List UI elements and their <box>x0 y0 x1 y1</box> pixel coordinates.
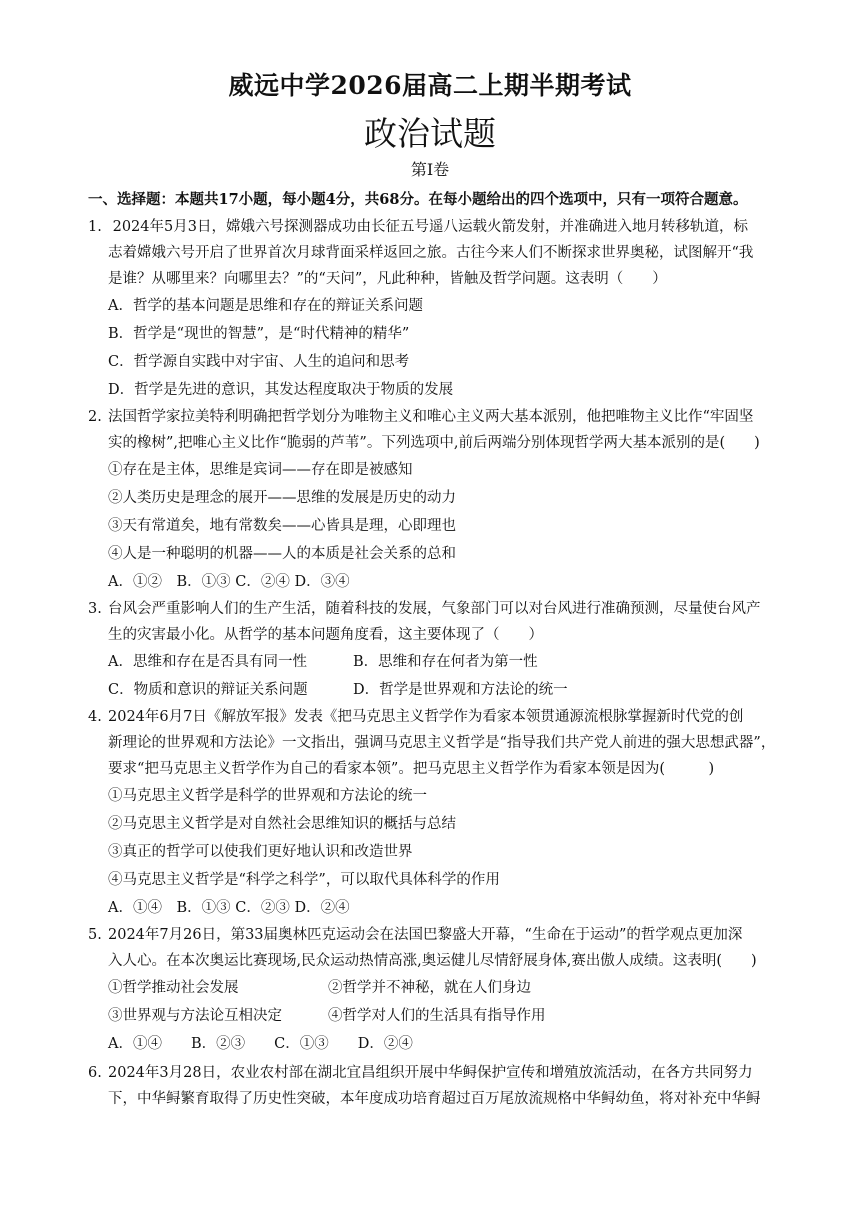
option-d: D．哲学是先进的意识，其发达程度取决于物质的发展 <box>108 382 454 398</box>
statement-2: ②人类历史是理念的展开——思维的发展是历史的动力 <box>108 490 456 506</box>
question-line <box>88 404 788 430</box>
question-2 <box>88 404 788 596</box>
volume-label: 第Ⅰ卷 <box>410 160 450 179</box>
option-d: D．哲学是世界观和方法论的统一 <box>353 682 568 698</box>
question-text: 志着嫦娥六号开启了世界首次月球背面采样返回之旅。古往今来人们不断探求世界奥秘，试图解开“我 <box>108 245 754 261</box>
question-text: 台风会严重影响人们的生产生活，随着科技的发展，气象部门可以对台风进行准确预测，尽量使台风产 <box>108 601 761 617</box>
question-text: 法国哲学家拉美特利明确把哲学划分为唯物主义和唯心主义两大基本派别，他把唯物主义比作“牢固坚 <box>108 409 754 425</box>
question-4 <box>88 704 788 922</box>
question-text: 2024年7月26日，第33届奥林匹克运动会在法国巴黎盛大开幕，“生命在于运动”的哲学观点更加深 <box>108 927 743 943</box>
option-c: C．哲学源自实践中对宇宙、人生的追问和思考 <box>108 354 410 370</box>
statement-1: ①哲学推动社会发展 <box>108 980 239 996</box>
question-text: 2024年5月3日，嫦娥六号探测器成功由长征五号遥八运载火箭发射，并准确进入地月转移轨道，标 <box>108 219 748 235</box>
answer-choices: A．①④ B．②③ C．①③ D．②④ <box>108 1036 413 1052</box>
question-1 <box>88 214 788 404</box>
statement-1: ①马克思主义哲学是科学的世界观和方法论的统一 <box>108 788 427 804</box>
question-line <box>88 596 788 622</box>
subject-title: 政治试题 <box>364 114 496 153</box>
statement-4: ④哲学对人们的生活具有指导作用 <box>328 1008 546 1024</box>
option-c: C．物质和意识的辩证关系问题 <box>108 682 308 698</box>
question-text: 入人心。在本次奥运比赛现场,民众运动热情高涨,奥运健儿尽情舒展身体,赛出傲人成绩。这表明( ) <box>108 953 757 969</box>
question-text: 是谁？从哪里来？向哪里去？”的“天问”，凡此种种，皆触及哲学问题。这表明（ ） <box>108 271 667 287</box>
option-b: B．思维和存在何者为第一性 <box>353 654 538 670</box>
questions-list <box>88 214 788 1112</box>
question-6 <box>88 1060 788 1112</box>
answer-choices: A．①④ B．①③ C．②③ D．②④ <box>108 900 350 916</box>
question-number: 4. <box>88 709 102 725</box>
statement-4: ④马克思主义哲学是“科学之科学”，可以取代具体科学的作用 <box>108 872 500 888</box>
option-b: B．哲学是“现世的智慧”，是“时代精神的精华” <box>108 326 410 342</box>
option-row <box>88 676 788 704</box>
option-a: A．思维和存在是否具有同一性 <box>108 654 307 670</box>
question-text: 下，中华鲟繁育取得了历史性突破，本年度成功培育超过百万尾放流规格中华鲟幼鱼，将对补充中华鲟 <box>108 1091 761 1107</box>
statement-3: ③天有常道矣，地有常数矣——心皆具是理，心即理也 <box>108 518 456 534</box>
answer-choices: A．①② B．①③ C．②④ D．③④ <box>108 574 350 590</box>
question-line <box>88 1060 788 1086</box>
question-text: 生的灾害最小化。从哲学的基本问题角度看，这主要体现了（ ） <box>108 627 543 643</box>
statement-row <box>88 1002 788 1030</box>
question-text: 2024年3月28日，农业农村部在湖北宜昌组织开展中华鲟保护宣传和增殖放流活动，在各方共同努力 <box>108 1065 753 1081</box>
question-number: 2. <box>88 409 102 425</box>
question-text: 要求“把马克思主义哲学作为自己的看家本领”。把马克思主义哲学作为看家本领是因为( ) <box>108 761 715 777</box>
question-line <box>88 922 788 948</box>
option-row <box>88 648 788 676</box>
question-3 <box>88 596 788 704</box>
school-exam-title: 威远中学2026届高二上期半期考试 <box>228 71 632 100</box>
question-number: 3. <box>88 601 102 617</box>
question-line <box>88 704 788 730</box>
question-text: 实的橡树”,把唯心主义比作“脆弱的芦苇”。下列选项中,前后两端分别体现哲学两大基本派别的是( ) <box>108 435 760 451</box>
statement-2: ②马克思主义哲学是对自然社会思维知识的概括与总结 <box>108 816 456 832</box>
question-5 <box>88 922 788 1058</box>
option-a: A．哲学的基本问题是思维和存在的辩证关系问题 <box>108 298 423 314</box>
statement-1: ①存在是主体，思维是宾词——存在即是被感知 <box>108 462 413 478</box>
statement-3: ③真正的哲学可以使我们更好地认识和改造世界 <box>108 844 413 860</box>
question-number: 5. <box>88 927 102 943</box>
question-line <box>88 214 788 240</box>
question-number: 1. <box>88 219 102 235</box>
question-text: 2024年6月7日《解放军报》发表《把马克思主义哲学作为看家本领贯通源流根脉掌握新时代党的创 <box>108 709 744 725</box>
section-heading: 一、选择题：本题共17小题，每小题4分，共68分。在每小题给出的四个选项中，只有一项符合题意。 <box>88 191 748 208</box>
statement-4: ④人是一种聪明的机器——人的本质是社会关系的总和 <box>108 546 456 562</box>
question-number: 6. <box>88 1065 102 1081</box>
question-text: 新理论的世界观和方法论》一文指出，强调马克思主义哲学是“指导我们共产党人前进的强大思想武器”， <box>108 735 776 751</box>
statement-row <box>88 974 788 1002</box>
statement-2: ②哲学并不神秘，就在人们身边 <box>328 980 531 996</box>
statement-3: ③世界观与方法论互相决定 <box>108 1008 282 1024</box>
